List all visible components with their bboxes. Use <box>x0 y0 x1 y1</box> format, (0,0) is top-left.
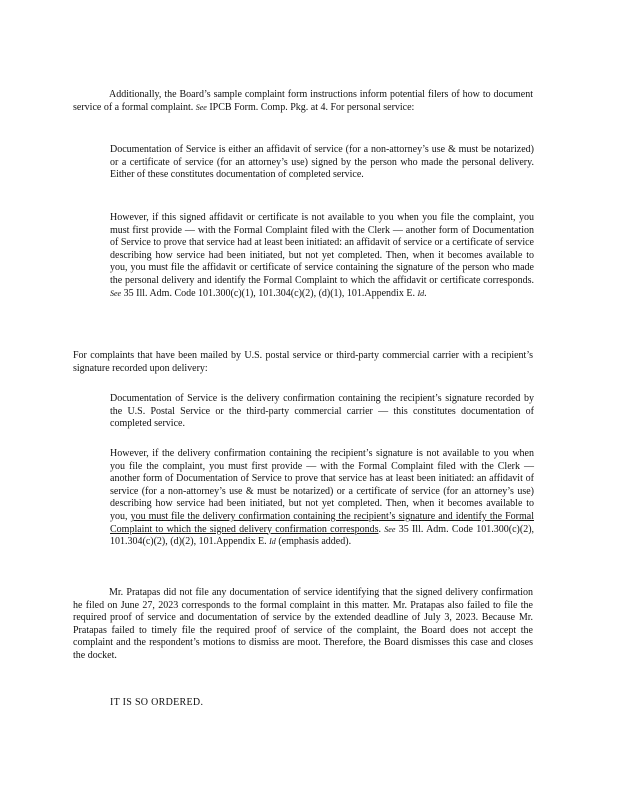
paragraph-text: For complaints that have been mailed by U.S. postal service or third-party commercial carrier with a recipient’s signature recorded upon delivery: <box>73 350 533 374</box>
see-signal: See <box>384 524 396 534</box>
paragraph-text: Mr. Pratapas did not file any documentation of service identifying that the signed delivery confirmation he filed on June 27, 2023 corresponds to the formal complaint in this matter. Mr. Pratapas also failed to file the required proof of service and documentation of service by the extended deadline of July 3, 2023. Because Mr. Pratapas failed to timely file the required proof of service of the complaint, the Board does not accept the complaint and the respondent’s motions to dismiss are moot. Therefore, the Board dismisses this case and closes the docket. <box>73 587 533 661</box>
block-quote-mailed-service <box>110 393 534 431</box>
block-quote-mailed-service-alternative <box>110 448 534 549</box>
quote-text: Documentation of Service is either an affidavit of service (for a non-attorney’s use & must be notarized) or a certificate of service (for an attorney’s use) signed by the person who made the personal delivery. Either of these constitutes documentation of completed service. <box>110 144 534 181</box>
block-quote-personal-service <box>110 144 534 182</box>
paragraph-ruling <box>73 587 533 663</box>
see-signal: See <box>195 102 207 112</box>
emphasis-note: (emphasis added). <box>278 536 352 548</box>
id-signal: Id <box>417 288 425 298</box>
citation-end: . <box>424 287 427 299</box>
quote-text: However, if the delivery confirmation containing the recipient’s signature is not available to you when you file the complaint, you must first provide — with the Formal Complaint filed with the Clerk — another form of Documentation of Service to prove that service has at least been initiated: an affidavit of service (for a non-attorney’s use & must be notarized) or a certificate of service (for an attorney’s use) describing how service had been initiated, but not yet completed. Then, when it becomes available to you, <box>110 448 534 522</box>
see-signal: See <box>110 288 122 298</box>
paragraph-text: Additionally, the Board’s sample complaint form instructions inform potential filers of how to document service of a formal complaint. <box>73 89 533 113</box>
quote-text: However, if this signed affidavit or certificate is not available to you when you file the complaint, you must first provide — with the Formal Complaint filed with the Clerk — another form of Documentation of Service to prove that service had at least been initiated: an affidavit of service or a certificate of service describing how service had been initiated, but not yet completed. Then, when it becomes available to you, you must file the affidavit or certificate of service containing the signature of the person who made the personal delivery and identify the Formal Complaint to which the affidavit or certificate corresponds. <box>110 212 534 286</box>
sentence-end: . <box>378 523 381 535</box>
citation-text: 35 Ill. Adm. Code 101.300(c)(2), 101.304(c)(2), (d)(2), 101.Appendix E. <box>110 523 535 548</box>
id-signal: Id <box>269 537 276 547</box>
citation-text: 35 Ill. Adm. Code 101.300(c)(1), 101.304(c)(2), (d)(1), 101.Appendix E. <box>123 287 415 299</box>
citation-text: IPCB Form. Comp. Pkg. at 4. For personal service: <box>209 101 415 113</box>
emphasized-text: you must file the delivery confirmation containing the recipient’s signature and identify the Formal Complaint to which the signed delivery confirmation corresponds <box>110 510 534 535</box>
paragraph-board-instructions <box>73 89 533 114</box>
block-quote-personal-service-alternative <box>110 212 534 300</box>
quote-text: Documentation of Service is the delivery confirmation containing the recipient’s signature recorded by the U.S. Postal Service or the third-party commercial carrier — this constitutes documentation of completed service. <box>110 393 534 430</box>
paragraph-mailed-complaints <box>73 350 533 375</box>
order-statement: IT IS SO ORDERED. <box>110 697 204 708</box>
